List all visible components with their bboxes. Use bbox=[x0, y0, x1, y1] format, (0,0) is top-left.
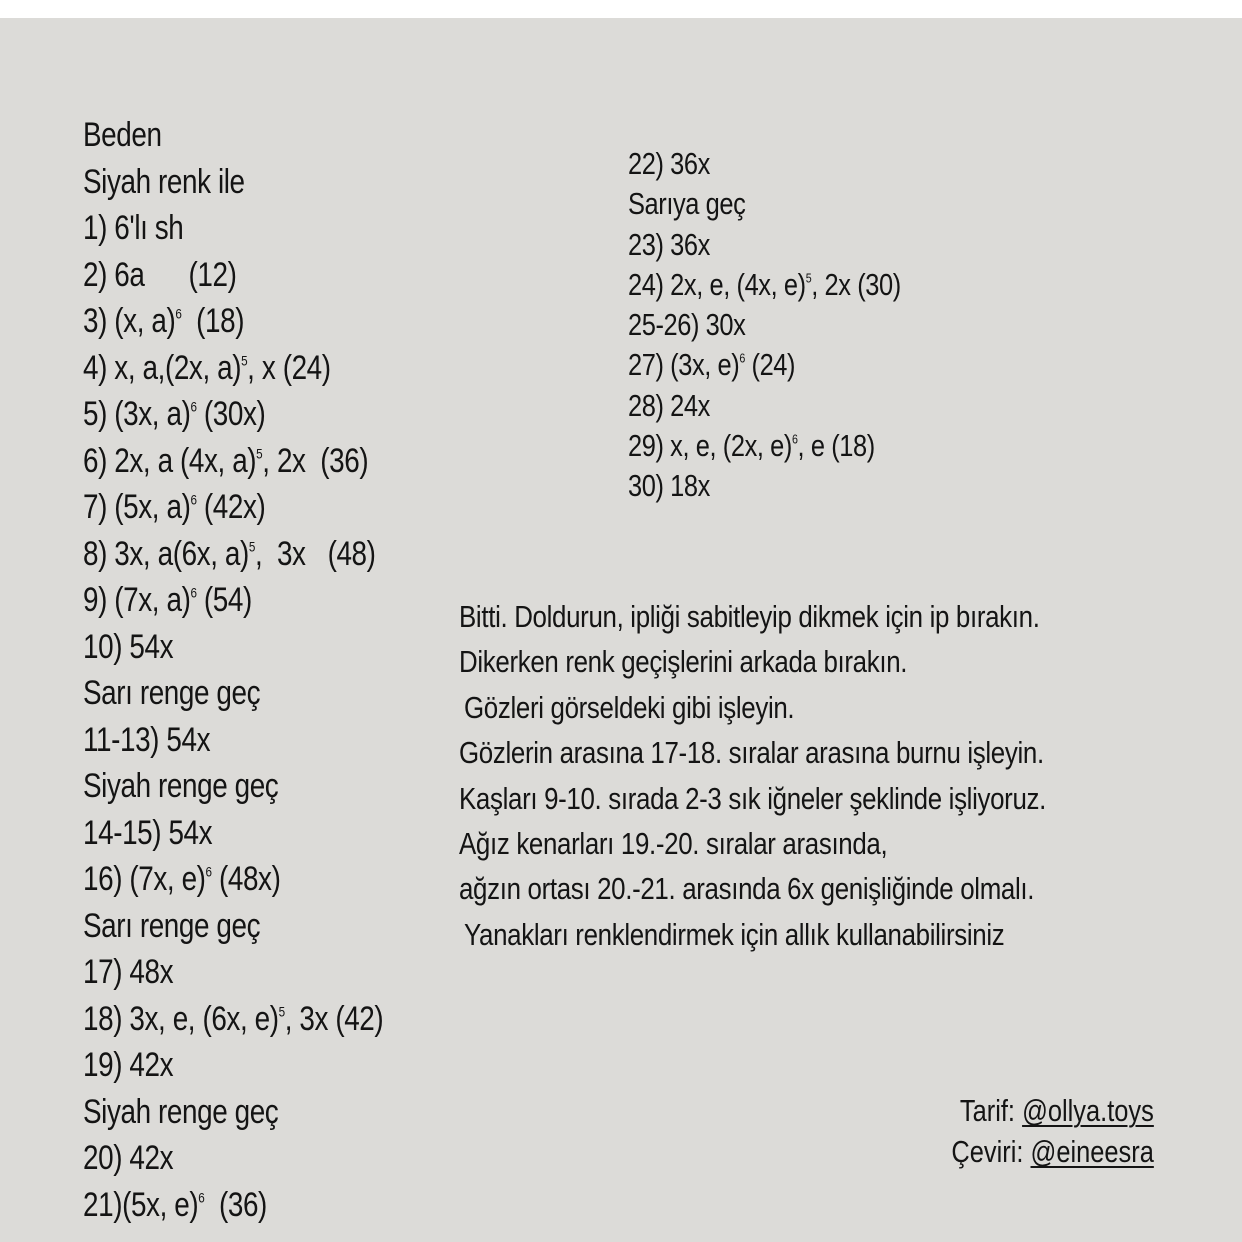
row-3: 3) (x, a)$^6$ (18) bbox=[83, 302, 245, 340]
recipe-credit: Tarif: @ollya.toys bbox=[960, 1093, 1154, 1128]
note-line: Ağız kenarları 19.-20. sıralar arasında, bbox=[459, 826, 888, 862]
row-17: 17) 48x bbox=[83, 953, 174, 991]
row-8: 8) 3x, a(6x, a)$^5$, 3x (48) bbox=[83, 534, 376, 573]
color-change-yellow: Sarı renge geç bbox=[83, 674, 261, 712]
note-line: ağzın ortası 20.-21. arasında 6x genişliğinde olmalı. bbox=[459, 871, 1035, 907]
row-30: 30) 18x bbox=[628, 468, 710, 504]
note-line: Bitti. Doldurun, ipliği sabitleyip dikmek için ip bırakın. bbox=[459, 599, 1040, 634]
row-7: 7) (5x, a)$^6$ (42x) bbox=[83, 488, 266, 526]
note-line: Dikerken renk geçişlerini arkada bırakın. bbox=[459, 644, 908, 680]
left-column bbox=[83, 112, 449, 1228]
right-column bbox=[628, 144, 961, 507]
row-20: 20) 42x bbox=[83, 1139, 174, 1177]
row-28: 28) 24x bbox=[628, 387, 710, 423]
note-line: Gözlerin arasına 17-18. sıralar arasına burnu işleyin. bbox=[459, 735, 1044, 771]
row-14-15: 14-15) 54x bbox=[83, 813, 213, 852]
row-5: 5) (3x, a)$^6$ (30x) bbox=[83, 395, 266, 433]
translation-credit: Çeviri: @eineesra bbox=[951, 1134, 1154, 1169]
row-22: 22) 36x bbox=[628, 146, 710, 181]
color-change-black: Siyah renge geç bbox=[83, 767, 279, 805]
color-change-yellow: Sarıya geç bbox=[628, 186, 746, 222]
row-18: 18) 3x, e, (6x, e)$^5$, 3x (42) bbox=[83, 999, 384, 1038]
color-change-black: Siyah renge geç bbox=[83, 1092, 279, 1131]
credits bbox=[907, 1090, 1154, 1172]
row-27: 27) (3x, e)$^6$ (24) bbox=[628, 347, 796, 383]
row-19: 19) 42x bbox=[83, 1046, 174, 1084]
row-29: 29) x, e, (2x, e)$^6$, e (18) bbox=[628, 428, 875, 464]
row-21: 21)(5x, e)$^6$ (36) bbox=[83, 1185, 267, 1224]
color-instruction: Siyah renk ile bbox=[83, 162, 245, 201]
note-line: Kaşları 9-10. sırada 2-3 sık iğneler şeklinde işliyoruz. bbox=[459, 780, 1046, 816]
translator-handle: @eineesra bbox=[1030, 1134, 1154, 1169]
recipe-author-handle: @ollya.toys bbox=[1022, 1093, 1154, 1128]
row-25-26: 25-26) 30x bbox=[628, 307, 746, 343]
row-11-13: 11-13) 54x bbox=[83, 720, 211, 759]
row-24: 24) 2x, e, (4x, e)$^5$, 2x (30) bbox=[628, 266, 901, 302]
section-title: Beden bbox=[83, 116, 162, 154]
row-9: 9) (7x, a)$^6$ (54) bbox=[83, 581, 252, 619]
pattern-page bbox=[0, 18, 1242, 1242]
row-4: 4) x, a,(2x, a)$^5$, x (24) bbox=[83, 348, 331, 387]
row-1: 1) 6'lı sh bbox=[83, 209, 184, 247]
row-6: 6) 2x, a (4x, a)$^5$, 2x (36) bbox=[83, 441, 369, 480]
note-line: Yanakları renklendirmek için allık kullanabilirsiniz bbox=[464, 916, 1005, 952]
row-10: 10) 54x bbox=[83, 627, 174, 666]
note-line: Gözleri görseldeki gibi işleyin. bbox=[464, 689, 795, 725]
row-16: 16) (7x, e)$^6$ (48x) bbox=[83, 860, 281, 898]
row-2: 2) 6a (12) bbox=[83, 255, 237, 294]
row-23: 23) 36x bbox=[628, 226, 710, 262]
finishing-notes bbox=[459, 594, 1162, 957]
color-change-yellow: Sarı renge geç bbox=[83, 906, 261, 945]
